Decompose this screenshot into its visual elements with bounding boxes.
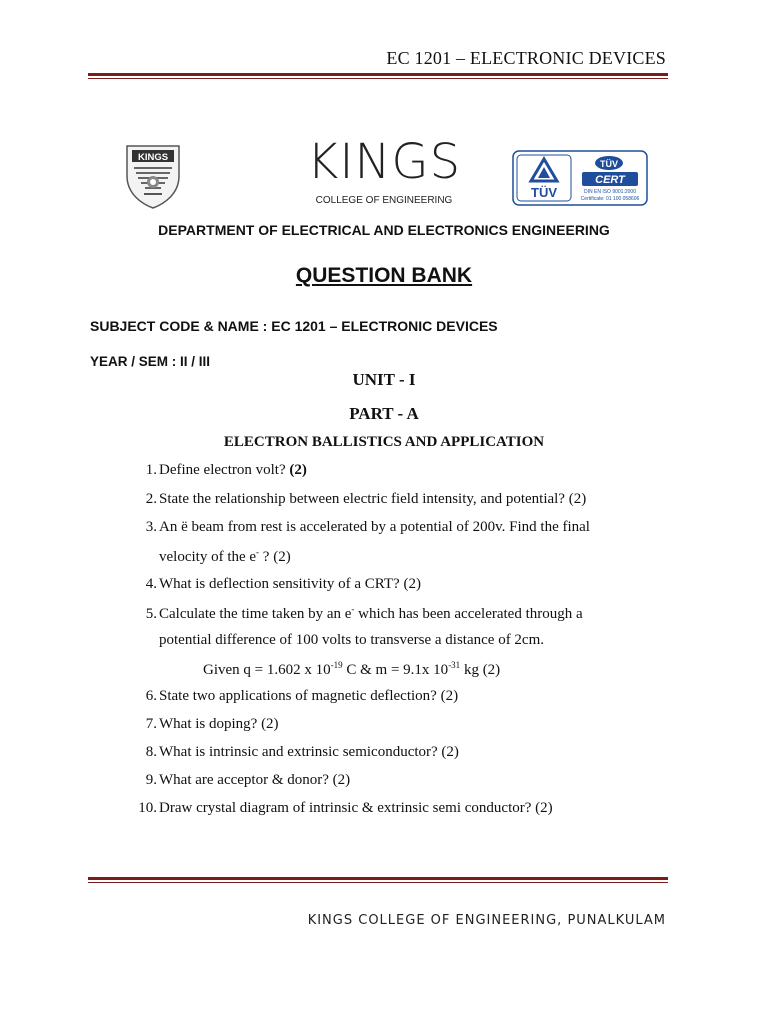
continuation-text: ? (2) [259, 549, 291, 565]
question-continuation [159, 547, 291, 566]
tuv-mark: TÜV [531, 185, 557, 200]
question-text: An ë beam from rest is accelerated by a potential of 200v. Find the final [159, 519, 590, 535]
question-marks: (2) [289, 462, 307, 478]
question-item [130, 604, 583, 623]
question-text: What are acceptor & donor? (2) [159, 772, 351, 788]
header-rule [88, 73, 668, 79]
question-text: State two applications of magnetic deflection? (2) [159, 688, 459, 704]
question-number: 3. [145, 519, 157, 535]
footer-text: KINGS COLLEGE OF ENGINEERING, PUNALKULAM [307, 913, 666, 928]
question-text: State the relationship between electric field intensity, and potential? (2) [159, 491, 587, 507]
cert-line1: DIN EN ISO 9001:2000 [584, 189, 636, 195]
question-text: What is deflection sensitivity of a CRT? (2) [159, 576, 421, 592]
question-text: Calculate the time taken by an e [159, 606, 352, 622]
question-number: 6. [145, 688, 157, 704]
question-text: which has been accelerated through a [354, 606, 583, 622]
question-number: 4. [145, 576, 157, 592]
given-values [203, 660, 500, 679]
part-heading: PART - A [349, 404, 419, 423]
question-item [130, 772, 350, 789]
question-item [130, 491, 586, 508]
subject-line: SUBJECT CODE & NAME : EC 1201 – ELECTRONIC DEVICES [90, 318, 498, 334]
footer-rule [88, 877, 668, 883]
tuv-cert-logo [512, 150, 648, 206]
superscript: - [351, 604, 355, 614]
question-text: Define electron volt? [159, 462, 290, 478]
superscript: -31 [448, 660, 461, 670]
question-continuation: potential difference of 100 volts to transverse a distance of 2cm. [159, 632, 545, 648]
cert-word: CERT [595, 174, 625, 186]
question-number: 1. [145, 462, 157, 478]
superscript: - [256, 547, 260, 557]
crest-text: KINGS [137, 152, 169, 163]
department-name: DEPARTMENT OF ELECTRICAL AND ELECTRONICS ENGINEERING [158, 222, 610, 238]
question-number: 8. [145, 744, 157, 760]
question-text: What is doping? (2) [159, 716, 279, 732]
question-number: 10. [138, 800, 157, 816]
question-item [130, 462, 307, 479]
cert-line2: Certificate: 01 100 058606 [580, 196, 640, 202]
unit-heading: UNIT - I [352, 370, 416, 389]
tuv-mark-small: TÜV [600, 159, 618, 169]
question-number: 9. [145, 772, 157, 788]
question-item [130, 688, 458, 705]
question-number: 7. [145, 716, 157, 732]
brand-name: KINGS [306, 134, 462, 190]
given-text: Given q = 1.602 x 10 [203, 662, 331, 678]
question-item [130, 519, 590, 536]
brand-subtitle: COLLEGE OF ENGINEERING [315, 195, 453, 206]
question-number: 5. [145, 606, 157, 622]
question-number: 2. [145, 491, 157, 507]
question-item [130, 744, 459, 761]
header-title: EC 1201 – ELECTRONIC DEVICES [386, 48, 666, 68]
superscript: -19 [330, 660, 343, 670]
continuation-text: velocity of the e [159, 549, 257, 565]
question-text: Draw crystal diagram of intrinsic & extrinsic semi conductor? (2) [159, 800, 553, 816]
question-item [130, 576, 421, 593]
given-text: C & m = 9.1x 10 [342, 662, 449, 678]
question-text: What is intrinsic and extrinsic semiconductor? (2) [159, 744, 459, 760]
given-text: kg (2) [460, 662, 501, 678]
topic-heading: ELECTRON BALLISTICS AND APPLICATION [223, 434, 545, 450]
page-title: QUESTION BANK [295, 264, 473, 287]
question-item [130, 800, 553, 817]
year-sem-line: YEAR / SEM : II / III [90, 354, 211, 369]
question-item [130, 716, 279, 733]
